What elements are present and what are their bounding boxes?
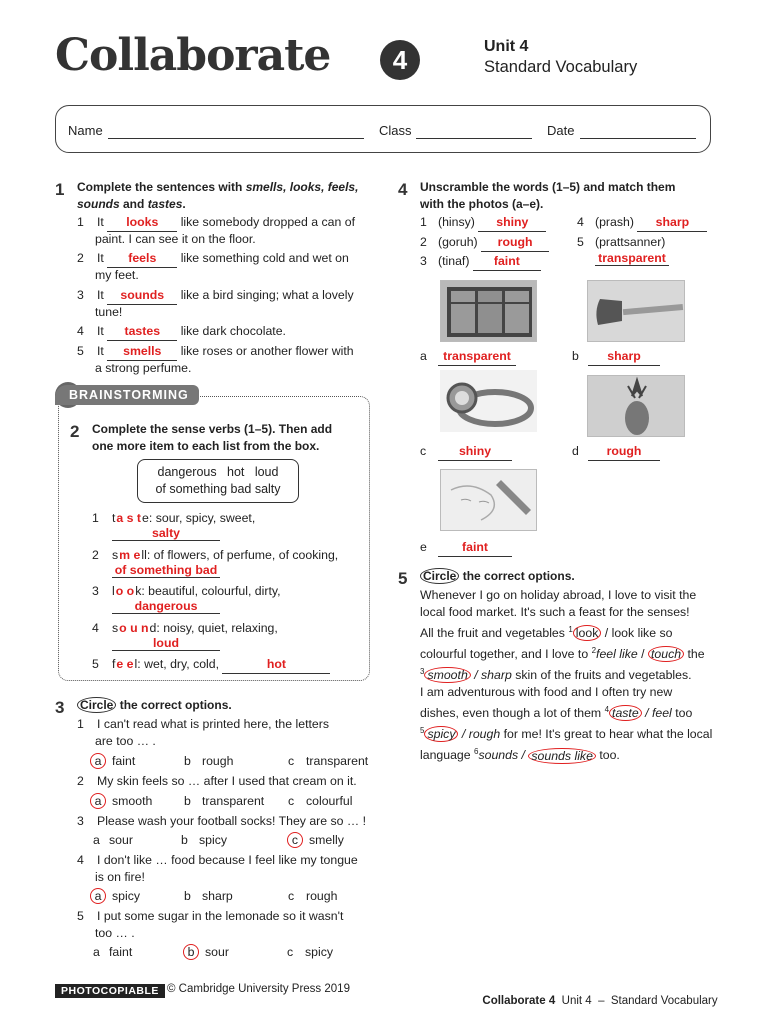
q4-answer-4[interactable]: sharp xyxy=(637,214,707,232)
q1-number: 1 xyxy=(55,180,65,199)
q5-instruction: Circle the correct options. xyxy=(420,568,575,585)
q2-answer-5[interactable]: hot xyxy=(222,656,330,674)
q3-opt-3c[interactable]: c xyxy=(287,832,303,848)
q3-question-4-cont: is on fire! xyxy=(95,870,145,884)
q2-item-2: 2 sm ell: of flowers, of perfume, of cooking, xyxy=(92,548,339,562)
q3-opt-2a[interactable]: a xyxy=(90,793,106,809)
photo-ring xyxy=(440,370,537,432)
q5-paragraph: Whenever I go on holiday abroad, I love to visit the local food market. It's such a feast for the senses! All the fruit and vegetables $^1$ look / look like so colourful together, and I love to $^2$feel like / touch the $^3$ smooth / sharp skin of the fruits and vegetables. I am adventurous with food and I often try new dishes, even though a lot of them $^4$ taste / feel too $^5$ spicy / rough for me! It's great to hear what the local language $^6$sounds / sounds like too. xyxy=(420,588,713,763)
name-field[interactable] xyxy=(108,138,364,139)
q1-answer-4[interactable]: tastes xyxy=(107,323,177,341)
q3-opt-4b[interactable]: b xyxy=(184,889,191,903)
ring-image-icon xyxy=(440,370,537,432)
q2-word-box: dangerous hot loud of something bad salty xyxy=(137,459,299,503)
q3-opt-3a[interactable]: a xyxy=(93,833,100,847)
q2-item-1: 1 ta s te: sour, spicy, sweet, xyxy=(92,511,256,525)
photo-axe xyxy=(587,280,685,342)
q1-answer-1[interactable]: looks xyxy=(107,214,177,232)
q4-answer-1[interactable]: shiny xyxy=(478,214,546,232)
q3-opt-3b[interactable]: b xyxy=(181,833,188,847)
pineapple-image-icon xyxy=(588,376,685,437)
q5-choice-6[interactable]: sounds like xyxy=(528,748,596,764)
q3-instruction: Circle the correct options. xyxy=(77,697,232,714)
photo-e-row: e faint xyxy=(420,539,512,557)
copyright: © Cambridge University Press 2019 xyxy=(167,983,350,995)
q1-item-1-cont: paint. I can see it on the floor. xyxy=(95,232,256,246)
q1-item-5: 5 It smells like roses or another flower with xyxy=(77,343,354,361)
name-label: Name xyxy=(68,123,103,138)
photo-c-row: c shiny xyxy=(420,443,512,461)
q3-question-5: 5 I put some sugar in the lemonade so it wasn't xyxy=(77,909,344,923)
q1-instruction: Complete the sentences with smells, looks, feels, sounds and tastes. xyxy=(77,180,359,211)
q2-number: 2 xyxy=(70,422,80,441)
q5-number: 5 xyxy=(398,569,408,588)
q3-number: 3 xyxy=(55,698,65,717)
q1-answer-2[interactable]: feels xyxy=(107,250,177,268)
q3-opt-1c[interactable]: c xyxy=(288,754,295,768)
q4-word-4: 4 (prash) sharp xyxy=(577,214,707,232)
q3-opt-5b[interactable]: b xyxy=(183,944,199,960)
q5-choice-2[interactable]: touch xyxy=(648,646,684,662)
q1-item-4: 4 It tastes like dark chocolate. xyxy=(77,323,286,341)
sketch-image-icon xyxy=(441,470,537,531)
q3-opt-1a[interactable]: a xyxy=(90,753,106,769)
q1-item-2-cont: my feet. xyxy=(95,268,139,282)
q2-fill-4[interactable]: o u n xyxy=(119,621,149,635)
q4-photo-answer-c[interactable]: shiny xyxy=(438,443,512,461)
q2-answer-4[interactable]: loud xyxy=(112,636,220,651)
q1-item-3-cont: tune! xyxy=(95,305,123,319)
photo-window xyxy=(440,280,537,342)
q4-photo-answer-e[interactable]: faint xyxy=(438,539,512,557)
q3-options-1: a faint b rough c transparent xyxy=(93,753,368,770)
q3-question-5-cont: too … . xyxy=(95,926,135,940)
photo-pineapple xyxy=(587,375,685,437)
q4-word-2: 2 (goruh) rough xyxy=(420,234,549,252)
q3-opt-5a[interactable]: a xyxy=(93,945,100,959)
q1-answer-3[interactable]: sounds xyxy=(107,287,177,305)
photo-sketch xyxy=(440,469,537,531)
q1-item-5-cont: a strong perfume. xyxy=(95,361,192,375)
q3-question-1-cont: are too … . xyxy=(95,734,156,748)
q1-answer-5[interactable]: smells xyxy=(107,343,177,361)
q2-fill-2[interactable]: m e xyxy=(119,548,141,562)
q5-choice-1[interactable]: look xyxy=(573,625,602,641)
photocopiable-badge: PHOTOCOPIABLE xyxy=(55,984,165,998)
q2-fill-5[interactable]: e e xyxy=(116,657,134,671)
q3-opt-2b[interactable]: b xyxy=(184,794,191,808)
q4-instruction: Unscramble the words (1–5) and match them with the photos (a–e). xyxy=(420,180,676,211)
date-field[interactable] xyxy=(580,138,696,139)
q3-question-1: 1 I can't read what is printed here, the letters xyxy=(77,717,330,731)
footer-right: Collaborate 4 Unit 4 – Standard Vocabulary xyxy=(482,995,718,1007)
q2-item-5: 5 fe el: wet, dry, cold, hot xyxy=(92,656,330,674)
photo-d-row: d rough xyxy=(572,443,660,461)
q3-opt-5c[interactable]: c xyxy=(287,945,294,959)
q3-opt-1b[interactable]: b xyxy=(184,754,191,768)
q2-answer-1[interactable]: salty xyxy=(112,526,220,541)
q1-item-2: 2 It feels like something cold and wet on xyxy=(77,250,349,268)
q5-choice-4[interactable]: taste xyxy=(609,705,642,721)
date-label: Date xyxy=(547,123,575,138)
photo-a-row: a transparent xyxy=(420,348,516,366)
unit-title: Unit 4 xyxy=(484,38,529,55)
q5-choice-5[interactable]: spicy xyxy=(424,726,458,742)
q4-word-1: 1 (hinsy) shiny xyxy=(420,214,546,232)
logo-number-badge: 4 xyxy=(380,40,420,80)
q4-word-5: 5 (prattsanner) xyxy=(577,235,666,249)
q4-photo-answer-b[interactable]: sharp xyxy=(588,348,660,366)
q2-item-4: 4 so u nd: noisy, quiet, relaxing, xyxy=(92,621,278,635)
q3-opt-4a[interactable]: a xyxy=(90,888,106,904)
class-label: Class xyxy=(379,123,412,138)
q4-photo-answer-d[interactable]: rough xyxy=(588,443,660,461)
axe-image-icon xyxy=(588,281,685,342)
q4-number: 4 xyxy=(398,180,408,199)
window-image-icon xyxy=(441,281,537,342)
q3-options-2: a smooth b transparent c colourful xyxy=(93,793,352,810)
q4-answer-3[interactable]: faint xyxy=(473,253,541,271)
class-field[interactable] xyxy=(416,138,532,139)
q3-options-3: a sour b spicy c smelly xyxy=(93,833,344,847)
q3-question-2: 2 My skin feels so … after I used that cream on it. xyxy=(77,774,357,788)
brainstorming-label: BRAINSTORMING xyxy=(55,385,199,405)
logo: Collaborate xyxy=(55,30,331,81)
q4-word-3: 3 (tinaf) faint xyxy=(420,253,541,271)
q2-answer-2[interactable]: of something bad xyxy=(112,563,220,578)
q4-photo-answer-a[interactable]: transparent xyxy=(438,348,516,366)
q1-item-1: 1 It looks like somebody dropped a can of xyxy=(77,214,355,232)
q5-choice-3[interactable]: smooth xyxy=(424,667,470,683)
q3-opt-4c[interactable]: c xyxy=(288,889,295,903)
q4-answer-2[interactable]: rough xyxy=(481,234,549,252)
q2-instruction: Complete the sense verbs (1–5). Then add one more item to each list from the box. xyxy=(92,422,333,453)
q3-options-5: a faint b sour c spicy xyxy=(93,945,334,959)
q2-fill-1[interactable]: a s t xyxy=(116,511,142,525)
photo-b-row: b sharp xyxy=(572,348,660,366)
q3-question-4: 4 I don't like … food because I feel like my tongue xyxy=(77,853,358,867)
q2-answer-3[interactable]: dangerous xyxy=(112,599,220,614)
unit-subtitle: Standard Vocabulary xyxy=(484,58,638,76)
q2-fill-3[interactable]: o o xyxy=(115,584,135,598)
q2-item-3: 3 lo ok: beautiful, colourful, dirty, xyxy=(92,584,281,598)
q3-question-3: 3 Please wash your football socks! They are so … ! xyxy=(77,814,367,828)
q4-answer-5[interactable]: transparent xyxy=(595,251,669,266)
q3-opt-2c[interactable]: c xyxy=(288,794,295,808)
q1-item-3: 3 It sounds like a bird singing; what a lovely xyxy=(77,287,354,305)
q3-options-4: a spicy b sharp c rough xyxy=(93,888,337,905)
